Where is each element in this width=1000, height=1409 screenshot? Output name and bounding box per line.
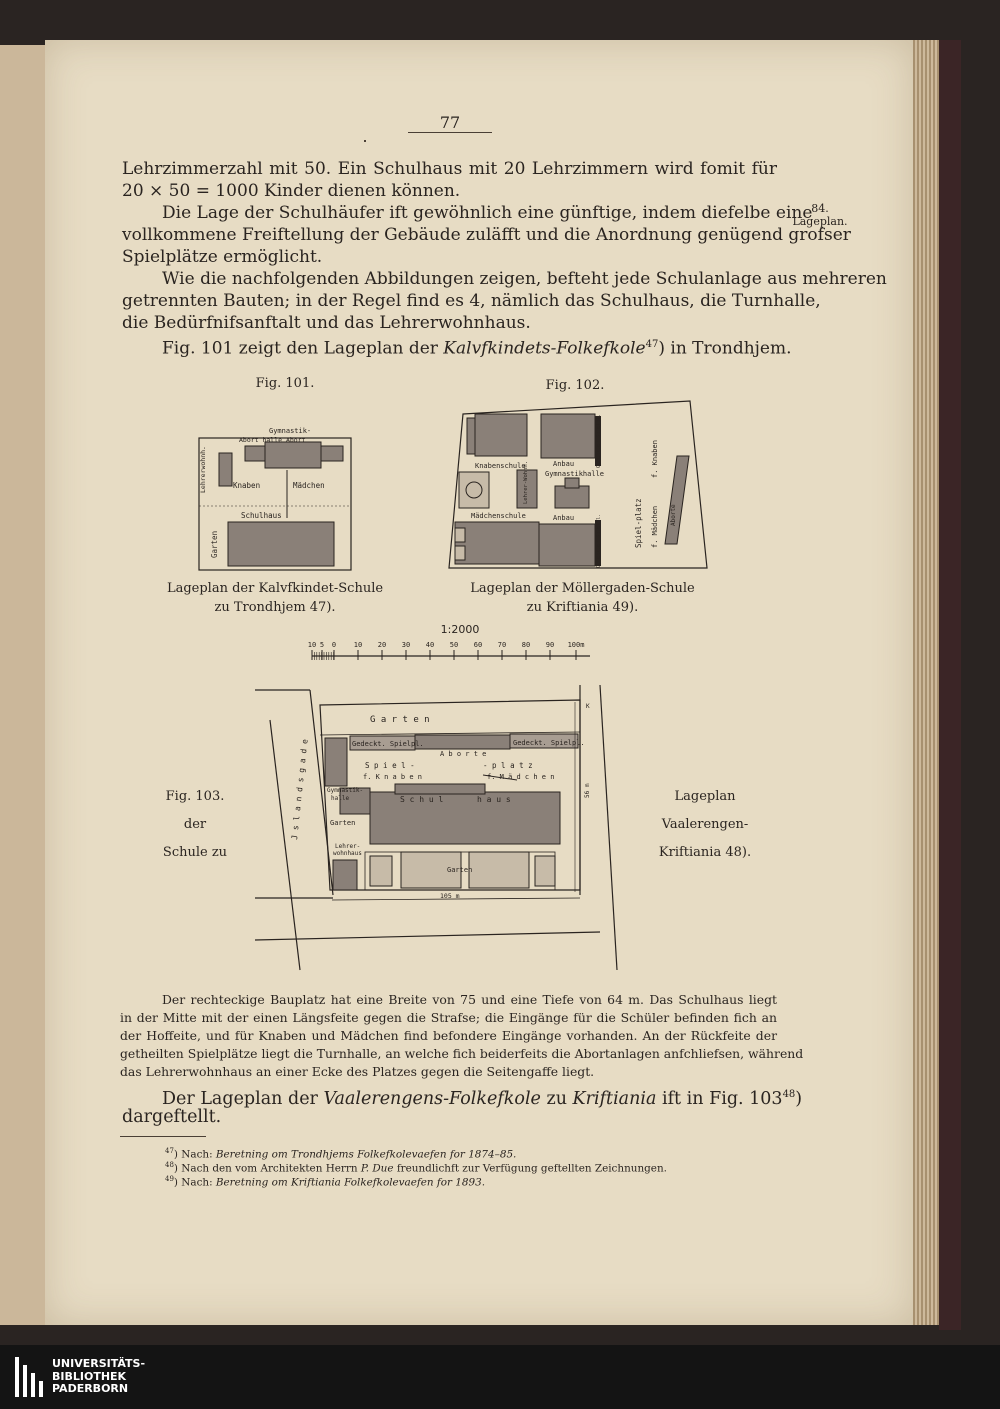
logo-line-3: PADERBORN — [52, 1382, 129, 1395]
scale-tick-label: 90 — [545, 641, 555, 649]
library-logo-text — [52, 1358, 145, 1396]
fig101-gymnastik-label: Gymnastik- — [269, 427, 312, 435]
fig103-schul-label: S c h u l — [400, 795, 444, 804]
small-line-2: in der Mitte mit der einen Längsfeite gegen die Strafse; die Eingänge für die Schüler befinden fich an — [120, 1010, 777, 1025]
fig103-garten-top-label: G a r t e n — [370, 715, 430, 725]
body-line-4: vollkommene Freiftellung der Gebäude zuläfft und die Anordnung genügend grofser — [122, 225, 851, 245]
footnote-49-num: 49 — [165, 1175, 174, 1183]
footnote-48-c: freundlichft zur Verfügung geftellten Zeichnungen. — [393, 1162, 667, 1175]
dot-mark — [364, 140, 366, 142]
body-line-9 — [162, 334, 792, 360]
body-line-2: 20 × 50 = 1000 Kinder dienen können. — [122, 181, 461, 201]
fig101-label: Fig. 101. — [255, 376, 315, 391]
fig102-gymnastikhalle-label: Gymnastikhalle — [545, 470, 605, 478]
fig103-garten-label: Garten — [330, 819, 356, 827]
scale-tick-label: 50 — [449, 641, 459, 649]
fig102-site-plan — [445, 398, 715, 573]
fig102-fmaedchen-label: f. Mädchen — [651, 505, 659, 548]
body-line-6: Wie die nachfolgenden Abbildungen zeigen, befteht jede Schulanlage aus mehreren — [162, 269, 887, 289]
scale-tick-label: 70 — [497, 641, 507, 649]
fig103-fknaben-label: f. K n a b e n — [363, 773, 423, 781]
fig102-lehrerwohn-label: Lehrer-Wohnh. — [523, 460, 529, 504]
fig103-left-line3: Schule zu — [162, 845, 228, 860]
margin-note-label: Lageplan. — [792, 215, 848, 228]
logo-line-2: BIBLIOTHEK — [52, 1369, 127, 1383]
fig102-fknaben-label: f. Knaben — [651, 440, 659, 478]
fig102-caption-line1: Lageplan der Möllergaden-Schule — [470, 581, 695, 596]
fig103-left-label — [150, 783, 240, 867]
fig101-garten-label: Garten — [210, 530, 219, 558]
body-line-7: getrennten Bauten; in der Regel find es 4, nämlich das Schulhaus, die Turnhalle, — [122, 291, 821, 311]
scale-tick-label: 100m — [567, 641, 585, 649]
fig103-left-line2: der — [183, 817, 207, 832]
fig101-site-plan — [195, 418, 360, 573]
fig103-right-line3: Kriftiania 48). — [658, 845, 752, 860]
fig102-caption-line2: zu Kriftiania 49). — [526, 600, 639, 615]
book-cover — [939, 40, 961, 1330]
fig101-schulhaus-label: Schulhaus — [241, 511, 282, 520]
fig103-dim-width: 105 m — [440, 892, 460, 900]
school-name-vaalerengens: Vaalerengens-Folkefkole — [323, 1088, 541, 1109]
page-number-rule — [408, 132, 492, 133]
fig102-label: Fig. 102. — [545, 378, 605, 393]
footnote-48-a: ) Nach den vom Architekten Herrn — [173, 1162, 361, 1175]
fig101-maedchen-label: Mädchen — [293, 481, 325, 490]
fig101-halle-label: Abort halle Abort — [239, 436, 306, 444]
fig103-right-label — [650, 783, 760, 867]
fig101-caption-line1: Lageplan der Kalvfkindet-Schule — [166, 581, 384, 596]
fig103-spiel-label: S p i e l - — [365, 761, 415, 770]
small-line-1: Der rechteckige Bauplatz hat eine Breite von 75 und eine Tiefe von 64 m. Das Schulhaus liegt — [162, 992, 777, 1007]
fig103-gymnastik-label: Gymnastik- — [327, 787, 364, 794]
closing-c: zu — [540, 1088, 573, 1109]
closing-g: ) — [795, 1088, 803, 1109]
scale-tick-label: 0 — [331, 641, 337, 649]
fig103-garten-bottom-label: Garten — [447, 866, 473, 874]
scale-tick-label: 10 — [353, 641, 363, 649]
fig102-caption — [460, 579, 705, 617]
closing-line-2: dargeftellt. — [122, 1107, 222, 1127]
footnote-48-name: P. Due — [360, 1162, 394, 1175]
fig102-aborte-label: Aborte — [670, 504, 677, 526]
fig102-maedchenschule-label: Mädchenschule — [471, 512, 526, 520]
footnote-49-title: Beretning om Kriftiania Folkefkolevaefen for 1893. — [215, 1176, 486, 1189]
small-line-4: getheilten Spielplätze liegt die Turnhalle, an welche fich beiderfeits die Abortanlagen anfchliefsen, während — [120, 1046, 804, 1061]
scale-tick-label: 30 — [401, 641, 411, 649]
library-logo-icon — [15, 1357, 47, 1397]
fig102-gedeckter2-label: Gedeckter Spielpl. — [596, 513, 602, 568]
fig103-site-plan — [255, 680, 625, 975]
scale-tick-label: 5 — [319, 641, 325, 649]
footnote-47-num: 47 — [165, 1147, 174, 1155]
fig102-spielplatz-label: Spiel-platz — [634, 498, 643, 548]
fig102-anbau2-label: Anbau — [553, 514, 575, 522]
body-line-8: die Bedürfnifsanftalt und das Lehrerwohnhaus. — [122, 313, 531, 333]
footnote-ref-48: 48 — [782, 1089, 796, 1100]
closing-e: ift in Fig. 103 — [656, 1088, 783, 1109]
page-number: 77 — [439, 113, 461, 132]
scale-title: 1:2000 — [440, 623, 480, 636]
fig103-gedeckt1-label: Gedeckt. Spielpl. — [352, 740, 424, 748]
fig103-right-line1: Lageplan — [674, 789, 736, 804]
city-name-kristiania: Kriftiania — [572, 1088, 657, 1109]
scale-tick-label: 60 — [473, 641, 483, 649]
fig103-corner-label: K — [586, 703, 590, 710]
fig103-platz-label: - p l a t z — [483, 761, 533, 770]
scale-tick-label: 20 — [377, 641, 387, 649]
fig102-anbau1-label: Anbau — [553, 460, 575, 468]
fig101-caption-line2: zu Trondhjem 47). — [214, 600, 336, 615]
footnote-rule — [120, 1136, 206, 1137]
body-line-9-a: Fig. 101 zeigt den Lageplan der — [162, 338, 444, 359]
fig101-caption — [155, 579, 395, 617]
body-line-9-d: ) in Trondhjem. — [658, 338, 792, 359]
scale-tick-label: 10 — [307, 641, 317, 649]
school-name-kalvskindets: Kalvfkindets-Folkefkole — [443, 338, 646, 359]
closing-a: Der Lageplan der — [162, 1088, 324, 1109]
fig103-haus-label: h a u s — [477, 795, 511, 804]
fig103-dim-depth: 56 m — [584, 783, 591, 798]
footnote-49 — [165, 1173, 485, 1189]
fig103-aborte-label: A b o r t e — [440, 750, 487, 758]
body-line-3: Die Lage der Schulhäufer ift gewöhnlich eine günftige, indem diefelbe eine — [162, 203, 813, 223]
logo-line-1: UNIVERSITÄTS- — [52, 1357, 146, 1370]
body-line-1: Lehrzimmerzahl mit 50. Ein Schulhaus mit 20 Lehrzimmern wird fomit für — [122, 159, 777, 179]
scale-bar — [300, 636, 600, 662]
scale-tick-label: 40 — [425, 641, 435, 649]
footnote-49-a: ) Nach: — [173, 1176, 216, 1189]
fig103-gedeckt2-label: Gedeckt. Spielpl. — [513, 739, 585, 747]
fig103-left-line1: Fig. 103. — [165, 789, 225, 804]
page-block-edge — [913, 40, 939, 1325]
fig103-fmaedchen-label: f. M ä d c h e n — [487, 773, 555, 781]
fig101-knaben-label: Knaben — [233, 481, 261, 490]
fig102-knabenschule-label: Knabenschule — [475, 462, 526, 470]
footnote-48-num: 48 — [165, 1161, 174, 1169]
footnote-ref-47: 47 — [645, 339, 659, 350]
fig102-gedeckter1-label: Gedeckter Spielpl. — [596, 413, 602, 468]
small-line-5: das Lehrerwohnhaus an einer Ecke des Platzes gegen die Seitengaffe liegt. — [120, 1064, 595, 1079]
margin-note-number: 84. — [811, 202, 829, 215]
fig101-lehrerwohnh-label: Lehrerwohnh. — [199, 446, 207, 493]
fig103-lehrer-label: Lehrer- — [335, 843, 361, 850]
fig103-halle-label: halle — [331, 795, 350, 802]
fig103-street-label: J s l a n d s g a d e — [290, 738, 310, 841]
left-page-edge — [0, 45, 48, 1325]
scale-tick-label: 80 — [521, 641, 531, 649]
fig103-wohnhaus-label: wohnhaus — [333, 850, 362, 857]
small-line-3: der Hoffeite, und für Knaben und Mädchen find befondere Eingänge vorhanden. An der Rückfeite der — [120, 1028, 777, 1043]
fig103-right-line2: Vaalerengen- — [661, 817, 749, 832]
footnote-47-a: ) Nach: — [173, 1148, 216, 1161]
body-line-5: Spielplätze ermöglicht. — [122, 247, 323, 267]
footnote-47-title: Beretning om Trondhjems Folkefkolevaefen for 1874–85. — [215, 1148, 517, 1161]
